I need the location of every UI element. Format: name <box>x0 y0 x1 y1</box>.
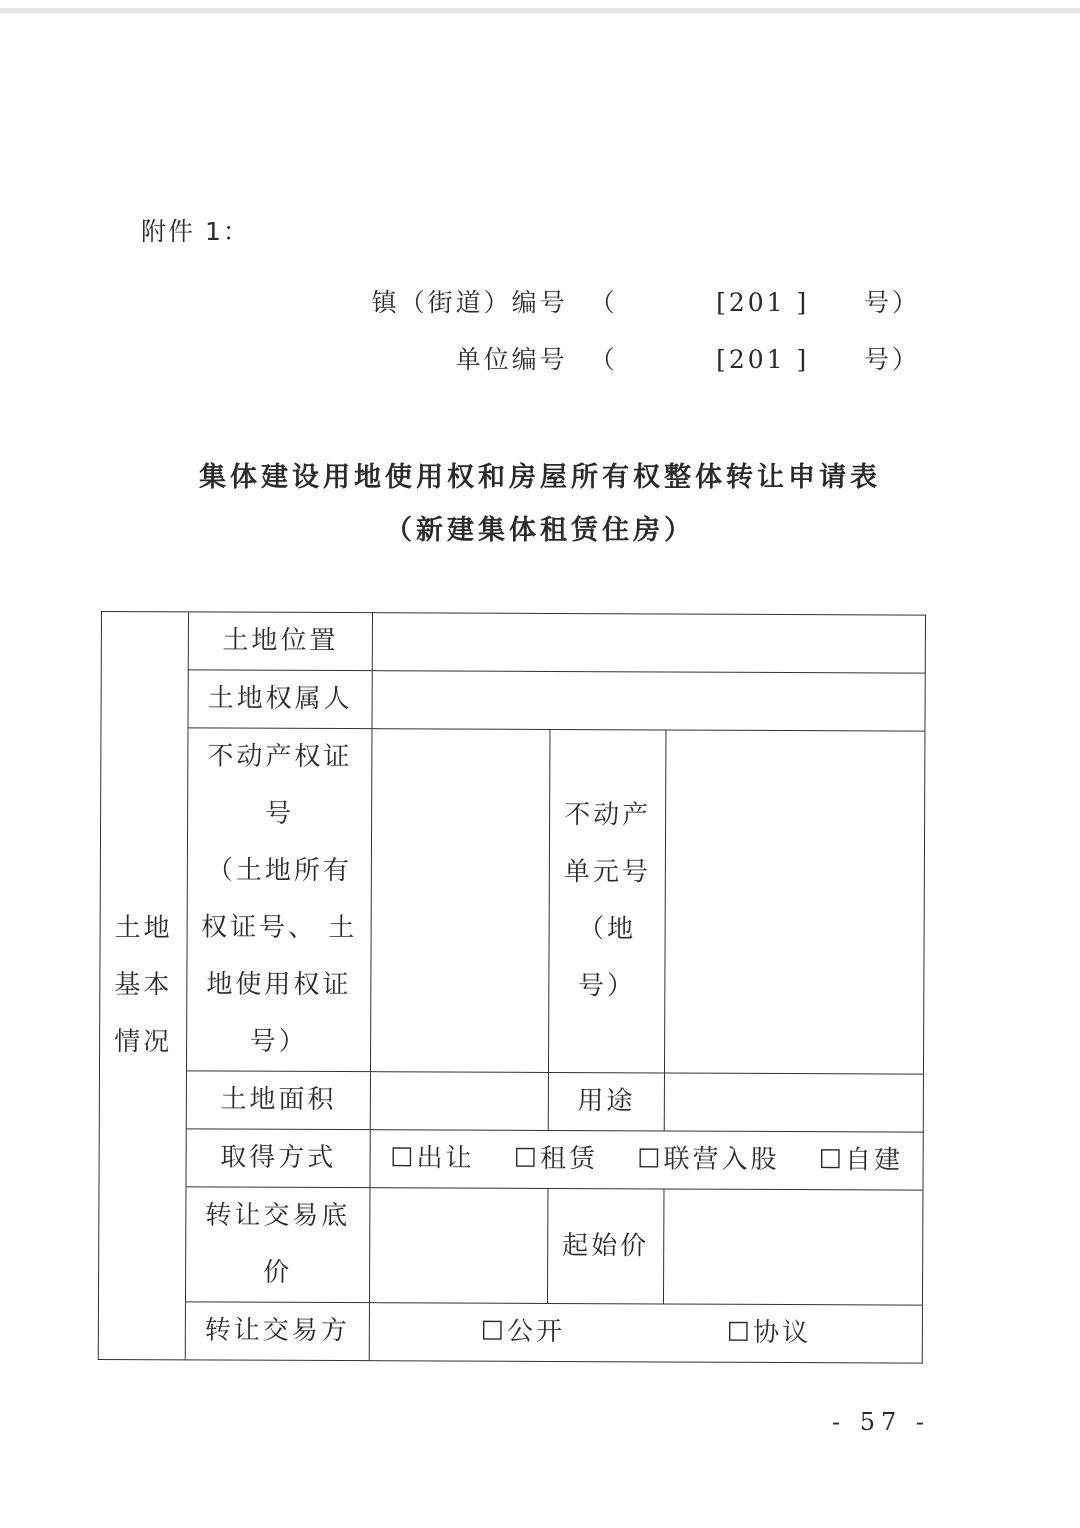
unit-label-line: 单元号 <box>563 857 651 888</box>
unit-label-line: （地 <box>578 914 637 945</box>
option-self-build-checkbox[interactable]: ☐自建 <box>818 1145 904 1176</box>
usage-field[interactable] <box>664 1073 923 1132</box>
unit-number-field[interactable] <box>664 730 925 1074</box>
acquire-method-options <box>370 1130 923 1190</box>
page-number: - 57 - <box>831 1408 930 1436</box>
base-price-label-line: 价 <box>263 1257 293 1288</box>
base-price-label <box>185 1187 370 1303</box>
start-price-field[interactable] <box>663 1189 923 1305</box>
cert-label-line: 号 <box>265 798 295 829</box>
cert-number-field[interactable] <box>370 729 549 1073</box>
trade-method-options <box>369 1303 922 1363</box>
form-subtitle: （新建集体租赁住房） <box>385 515 695 546</box>
trade-method-label: 转让交易方 <box>185 1302 369 1361</box>
acquire-method-label: 取得方式 <box>186 1129 370 1188</box>
usage-label: 用途 <box>548 1072 664 1131</box>
unit-label-line: 号） <box>577 971 636 1002</box>
land-area-field[interactable] <box>370 1072 548 1131</box>
section-label-cell <box>98 612 188 1360</box>
option-lease-checkbox[interactable]: ☐租赁 <box>513 1143 599 1175</box>
unit-label-line: 不动产 <box>564 800 652 831</box>
cert-label-line: 地使用权证 <box>206 969 352 1001</box>
cert-number-label <box>186 728 371 1072</box>
unit-number-line: 单位编号 （ [201 ] 号） <box>455 345 920 374</box>
option-transfer-checkbox[interactable]: ☐出让 <box>390 1143 475 1174</box>
cert-label-line: 不动产权证 <box>207 741 353 773</box>
unit-number-label <box>548 729 665 1073</box>
option-joint-venture-checkbox[interactable]: ☐联营入股 <box>637 1144 780 1175</box>
cert-label-line: 号） <box>249 1026 308 1057</box>
start-price-label: 起始价 <box>547 1188 664 1304</box>
land-area-label: 土地面积 <box>186 1071 370 1130</box>
section-label-line: 基本 <box>114 970 173 1001</box>
land-owner-label: 土地权属人 <box>188 670 372 729</box>
land-location-label: 土地位置 <box>188 612 372 671</box>
form-title: 集体建设用地使用权和房屋所有权整体转让申请表 <box>199 462 881 493</box>
land-owner-field[interactable] <box>372 671 925 731</box>
base-price-label-line: 转让交易底 <box>205 1200 351 1232</box>
land-location-field[interactable] <box>372 613 925 673</box>
cert-label-line: 权证号、 土 <box>200 912 358 944</box>
section-label-line: 情况 <box>114 1027 173 1058</box>
base-price-field[interactable] <box>369 1188 548 1304</box>
option-public-checkbox[interactable]: ☐公开 <box>480 1316 566 1348</box>
scan-edge <box>0 8 1080 13</box>
application-table <box>98 611 926 1364</box>
cert-label-line: （土地所有 <box>206 855 352 887</box>
town-number-line: 镇（街道）编号 （ [201 ] 号） <box>371 288 920 317</box>
section-label-line: 土地 <box>114 913 173 944</box>
attachment-label: 附件 1： <box>141 217 250 246</box>
option-agreement-checkbox[interactable]: ☐协议 <box>726 1317 812 1349</box>
